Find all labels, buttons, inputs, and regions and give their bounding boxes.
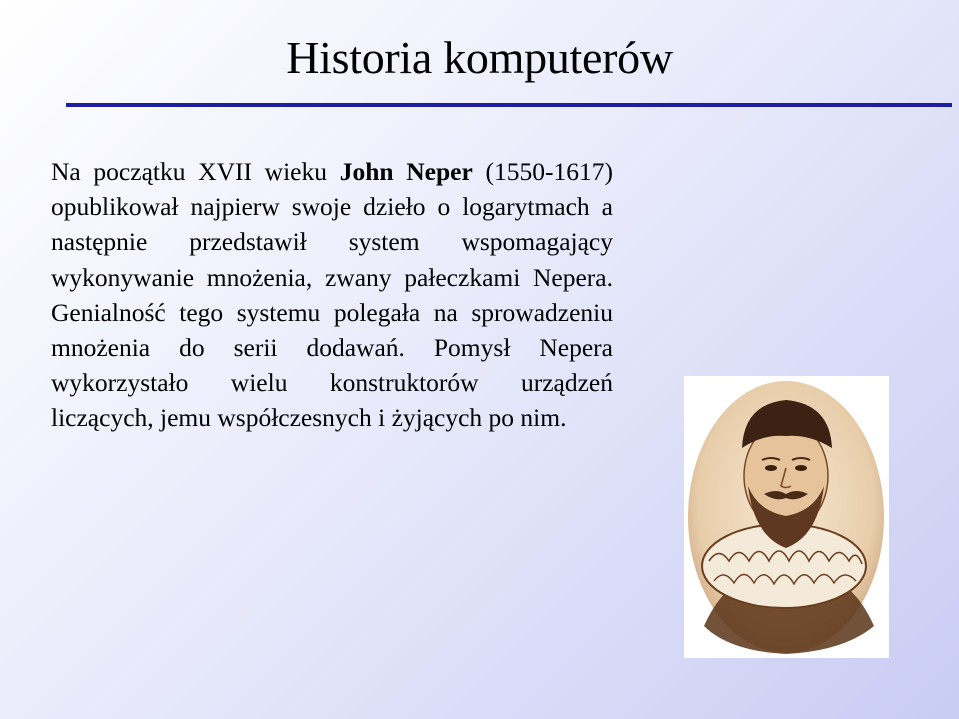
paragraph-intro: Na początku XVII wieku <box>51 157 340 186</box>
title-divider <box>66 103 952 107</box>
body-paragraph <box>51 154 613 436</box>
slide-title: Historia komputerów <box>286 32 673 83</box>
portrait-image <box>684 376 889 658</box>
portrait-eye-right <box>795 465 807 471</box>
paragraph-rest: (1550-1617) opublikował najpierw swoje dzieło o logarytmach a następnie przedstawił system wspomagający wykonywanie mnożenia, zwany pałeczkami Nepera. Genialność tego systemu polegała na sprowadzeniu mnożenia do serii dodawań. Pomysł Nepera wykorzystało wielu konstruktorów urządzeń liczących, jemu współczesnych i żyjących po nim. <box>51 157 614 433</box>
john-neper-portrait-icon <box>684 376 889 658</box>
paragraph-name: John Neper <box>339 157 473 186</box>
portrait-eye-left <box>765 465 777 471</box>
